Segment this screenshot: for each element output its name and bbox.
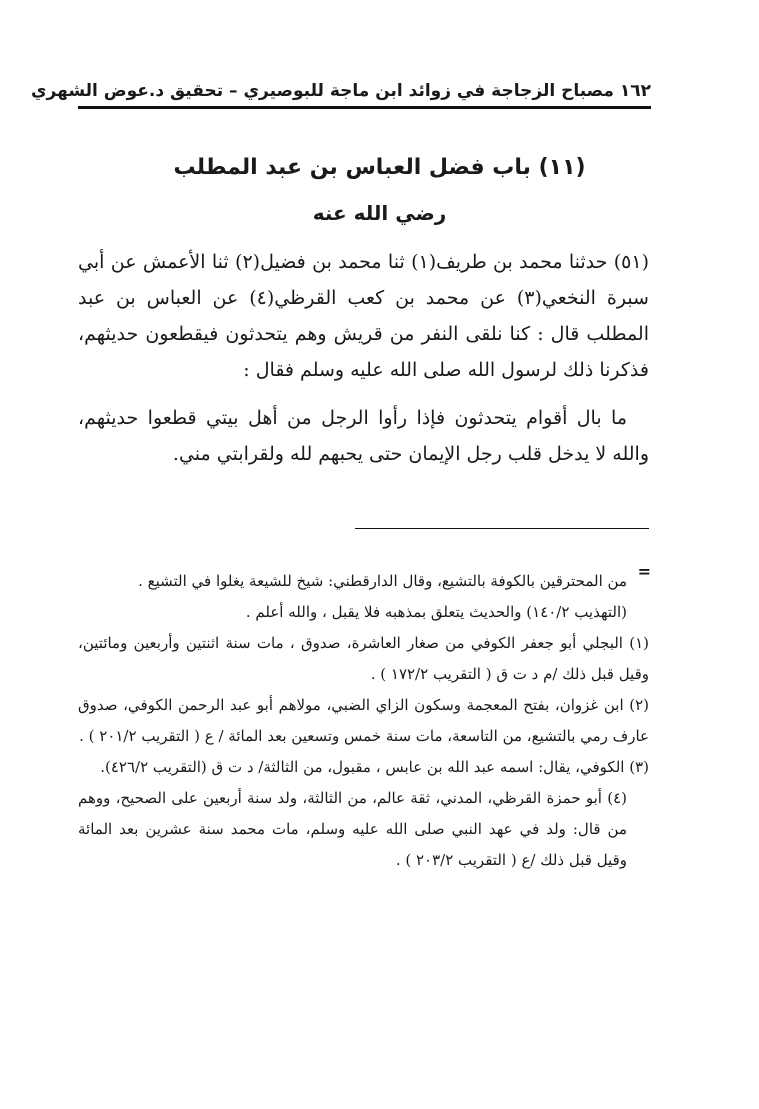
chapter-title: (١١) باب فضل العباس بن عبد المطلب	[173, 155, 586, 180]
footnote-4: (٤) أبو حمزة القرظي، المدني، ثقة عالم، من الثالثة، ولد سنة أربعين على الصحيح، ووهم من قال: ولد في عهد النبي صلى الله عليه وسلم، مات محمد سنة عشرين بعد المائة وقيل قبل ذلك /ع ( التقريب ٢٠٣/٢ ) .	[78, 789, 627, 869]
running-header: ١٦٢ مصباح الزجاجة في زوائد ابن ماجة للبوصيري – تحقيق د.عوض الشهري	[30, 81, 651, 101]
chapter-subtitle: رضي الله عنه	[312, 201, 447, 225]
footnote-continuation-2: (التهذيب ١٤٠/٢) والحديث يتعلق بمذهبه فلا يقبل ، والله أعلم .	[245, 603, 627, 621]
hadith-body	[78, 244, 649, 472]
footnote-continuation-1: من المحترقين بالكوفة بالتشيع، وقال الدارقطني: شيخ للشيعة يغلوا في التشيع .	[138, 572, 627, 590]
header-rule	[78, 106, 651, 109]
continuation-mark: =	[637, 562, 651, 581]
footnote-3: (٣) الكوفي، يقال: اسمه عبد الله بن عابس ، مقبول، من الثالثة/ د ت ق (التقريب ٤٢٦/٢).	[100, 758, 649, 776]
hadith-isnad: (٥١) حدثنا محمد بن طريف(١) ثنا محمد بن فضيل(٢) ثنا الأعمش عن أبي سبرة النخعي(٣) عن محمد بن كعب القرظي(٤) عن العباس بن عبد المطلب قال : كنا نلقى النفر من قريش وهم يتحدثون فيقطعون حديثهم، فذكرنا ذلك لرسول الله صلى الله عليه وسلم فقال :	[78, 251, 649, 381]
footnote-2: (٢) ابن غزوان، بفتح المعجمة وسكون الزاي الضبي، مولاهم أبو عبد الرحمن الكوفي، صدوق عارف رمي بالتشيع، من التاسعة، مات سنة خمس وتسعين بعد المائة / ع ( التقريب ٢٠١/٢ ) .	[78, 696, 649, 745]
footnote-1: (١) البجلي أبو جعفر الكوفي من صغار العاشرة، صدوق ، مات سنة اثنتين وأربعين ومائتين، وقيل قبل ذلك /م د ت ق ( التقريب ١٧٢/٢ ) .	[78, 634, 649, 683]
footnotes	[78, 566, 649, 876]
footnote-separator	[355, 528, 649, 529]
hadith-matn: ما بال أقوام يتحدثون فإذا رأوا الرجل من أهل بيتي قطعوا حديثهم، والله لا يدخل قلب رجل الإيمان حتى يحبهم لله ولقرابتي مني.	[78, 407, 649, 465]
